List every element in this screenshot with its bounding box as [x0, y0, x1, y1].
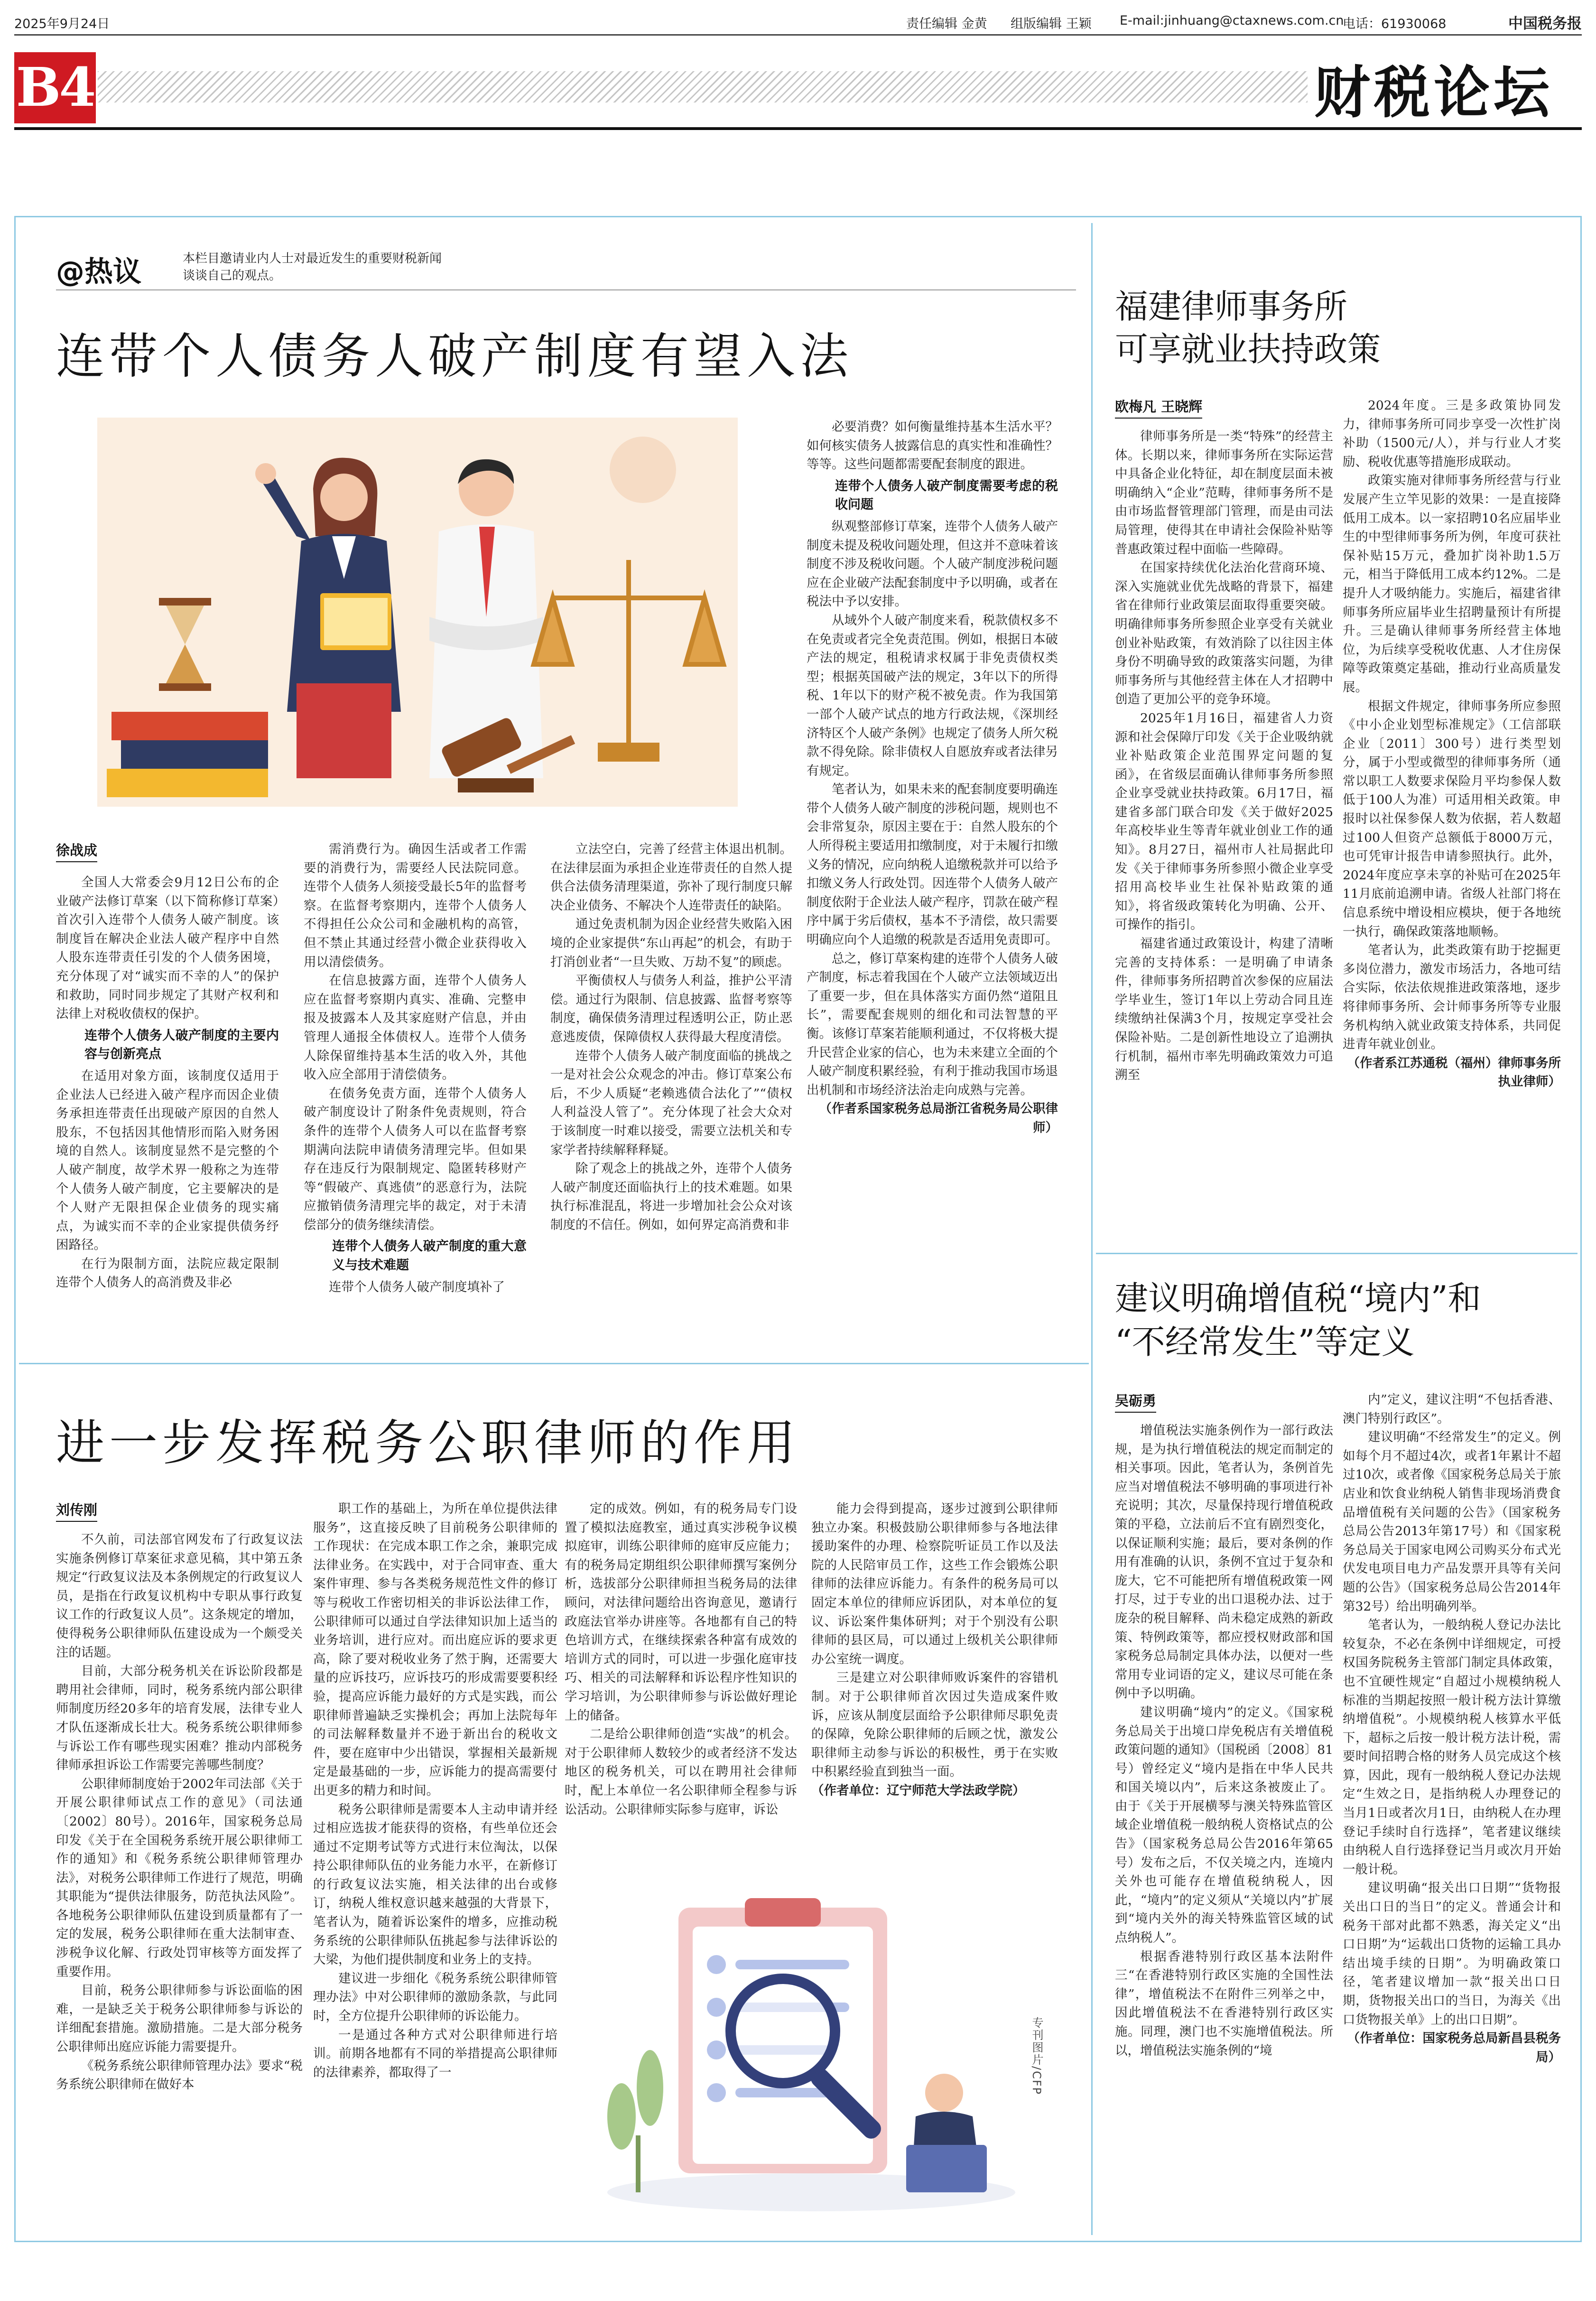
column-divider: [1091, 223, 1093, 2235]
article2-col4: [811, 1500, 1058, 1879]
page-header: [14, 7, 1582, 34]
author-note: （作者系国家税务总局浙江省税务局公职律师）: [819, 1101, 1058, 1135]
subheading: 连带个人债务人破产制度的主要内容与创新亮点: [84, 1028, 279, 1062]
article2-author: 刘传刚: [56, 1500, 97, 1522]
article4-col2: [1343, 1390, 1561, 2223]
paragraph: 三是建立对公职律师败诉案件的容错机制。对于公职律师首次因过失造成案件败诉，应该从制度层面给予公职律师尽职免责的保障，免除公职律师的后顾之忧，激发公职律师主动参与诉讼的积极性，勇于在实败中积累经验直到独当一面。: [811, 1670, 1058, 1779]
article3-title-line2: 可享就业扶持政策: [1115, 330, 1381, 369]
paragraph: 2025年1月16日，福建省人力资源和社会保障厅印发《关于企业吸纳就业补贴政策企业范围界定问题的复函》，在省级层面确认律师事务所参照企业享受就业扶持政策。6月17日，福建省多部门联合印发《关于做好2025年高校毕业生等青年就业创业工作的通知》。8月27日，福州市人社局据此印发《关于律师事务所参照小微企业享受招用高校毕业生社保补贴政策的通知》，将省级政策转化为明确、公开、可操作的指引。: [1115, 710, 1333, 932]
author-note: （作者单位：辽宁师范大学法政学院）: [811, 1783, 1025, 1798]
paragraph: 在国家持续优化法治化营商环境、深入实施就业优先战略的背景下，福建省在律师行业政策层面取得重要突破。明确律师事务所参照企业享受有关就业创业补贴政策，有效消除了以往因主体身份不明确导致的政策落实问题，为律师事务所与其他经营主体在人才招聘中创造了更加公平的竞争环境。: [1115, 560, 1333, 707]
paragraph: 笔者认为，一般纳税人登记办法比较复杂，不必在条例中详细规定，可授权国务院税务主管部门制定具体政策，也不宜硬性规定“自超过小规模纳税人标准的当期起按照一般计税方法计算缴纳增值税”。小规模纳税人核算水平低下，超标之后按一般计税方法计税，需要时间招聘合格的财务人员完成这个核算，因此，现有一般纳税人登记办法规定“生效之日，是指纳税人办理登记的当月1日或者次月1日，由纳税人在办理登记手续时自行选择”，笔者建议继续由纳税人自行选择登记当月或次月开始一般计税。: [1343, 1618, 1561, 1877]
paragraph: 政策实施对律师事务所经营与行业发展产生立竿见影的效果：一是直接降低用工成本。以一家招聘10名应届毕业生的中型律师事务所为例，年度可获社保补贴15万元，叠加扩岗补助1.5万元，相当于降低用工成本约12%。二是提升人才吸纳能力。实施后，福建省律师事务所应届毕业生招聘量预计有所提升。三是确认律师事务所经营主体地位，为后续享受税收优惠、人才住房保障等政策奠定基础，推动行业高质量发展。: [1343, 473, 1561, 695]
paragraph: 平衡债权人与债务人利益，推护公平清偿。通过行为限制、信息披露、监督考察等制度，确保债务清理过程透明公正，防止恶意逃废债，保障债权人获得最大程度清偿。: [550, 973, 792, 1044]
paragraph: 笔者认为，此类政策有助于挖掘更多岗位潜力，激发市场活力，各地可结合实际，依法依规推进政策落地，逐步将律师事务所、会计师事务所等专业服务机构纳入就业政策支持体系，共同促进青年就业创业。: [1343, 943, 1561, 1052]
layout-editor: 组版编辑 王颖: [1011, 17, 1092, 31]
paragraph: 在债务免责方面，连带个人债务人破产制度设计了附条件免责规则，符合条件的连带个人债务人可以在监督考察期满向法院申请债务清理完毕。但如果存在违反行为限制规定、隐匿转移财产等“假破产、真逃债”的恶意行为，法院应撤销债务清理完毕的裁定，对于未清偿部分的债务继续清偿。: [304, 1086, 527, 1232]
paragraph: 总之，修订草案构建的连带个人债务人破产制度，标志着我国在个人破产立法领域迈出了重要一步，但在具体落实方面仍然“道阻且长”，需要配套规则的细化和司法智慧的平衡。该修订草案若能顺利通过，不仅将极大提升民营企业家的信心，也为未来建立全面的个人破产制度积累经验，有利于推动我国市场退出机制和市场经济法治走向成熟与完善。: [807, 951, 1058, 1098]
paragraph: 税务公职律师是需要本人主动申请并经过相应选拔才能获得的资格，有些单位还会通过不定期考试等方式进行末位淘汰，以保持公职律师队伍的业务能力水平，在新修订的行政复议法实施，相关法律的出台或修订，纳税人维权意识越来越强的大背景下，笔者认为，随着诉讼案件的增多，应推动税务系统的公职律师队伍挑起参与法律诉讼的大梁，为他们提供制度和业务上的支持。: [313, 1802, 557, 1967]
paragraph: 2024年度。三是多政策协同发力，律师事务所可同步享受一次性扩岗补助（1500元/人），并与行业人才奖励、税收优惠等措施形成联动。: [1343, 398, 1561, 469]
article3-col1: [1115, 427, 1333, 1234]
section-title: 财税论坛: [1314, 59, 1553, 125]
article3-col2: [1343, 396, 1561, 1236]
book-stack: [107, 712, 268, 797]
author-note: （作者单位：国家税务总局新昌县税务局）: [1347, 2031, 1561, 2065]
plant: [607, 2050, 663, 2192]
article3-author: 欧梅凡 王晓辉: [1115, 396, 1202, 419]
paragraph: 需消费行为。确因生活或者工作需要的消费行为，需要经人民法院同意。连带个人债务人须接受最长5年的监督考察。在监督考察期内，连带个人债务人不得担任公众公司和金融机构的高管，但不禁止其通过经营小微企业获得收入用以清偿债务。: [304, 842, 527, 969]
article1-col2: [304, 840, 527, 1352]
hot-topic-tag: @热议: [56, 255, 141, 289]
paragraph: 连带个人债务人破产制度面临的挑战之一是对社会公众观念的冲击。修订草案公布后，不少人质疑“老赖逃债合法化了”“债权人利益没人管了”。充分体现了社会大众对于该制度一时难以接受，需要立法机关和专家学者持续解释释疑。: [550, 1048, 792, 1157]
document-review-illustration: [565, 1889, 1058, 2221]
paragraph: 增值税法实施条例作为一部行政法规，是为执行增值税法的规定而制定的相关事项。因此，笔者认为，条例首先应当对增值税法不够明确的事项进行补充说明；其次，尽量保持现行增值税政策的平稳，立法前后不宜有剧烈变化，以保证顺利实施；最后，要对条例的作用有准确的认识，条例不宜过于复杂和庞大，它不可能把所有增值税政策一网打尽，过于专业的出口退税办法、过于庞杂的税目解释、尚未稳定成熟的新政策、特例政策等，都应授权财政部和国家税务总局制定具体办法，以便对一些常用专业词语的定义，建议尽可能在条例中予以明确。: [1115, 1423, 1333, 1701]
editor-email: E-mail:jinhuang@ctaxnews.com.cn: [1120, 13, 1344, 28]
paragraph: 笔者认为，如果未来的配套制度要明确连带个人债务人破产制度的涉税问题，规则也不会非常复杂，原因主要在于：自然人股东的个人所得税主要适用扣缴制度，对于未履行扣缴义务的情况，应向纳税人追缴税款并可以给予扣缴义务人行政处罚。因连带个人债务人破产制度依附于企业法人破产程序，罚款在破产程序中属于劣后债权，基本不予清偿，故只需要明确应向个人追缴的税款是否适用免责即可。: [807, 782, 1058, 948]
article1-col1: [56, 873, 279, 1348]
paragraph: 建议明确“不经常发生”的定义。例如每个月不超过4次，或者1年累计不超过10次，或者像《国家税务总局关于旅店业和饮食业纳税人销售非现场消费食品增值税有关问题的公告》（国家税务总局公告2013年第17号）和《国家税务总局关于国家电网公司购买分布式光伏发电项目电力产品发票开具等有关问题的公告》（国家税务总局公告2014年第32号）给出明确列举。: [1343, 1430, 1561, 1614]
subheading: 连带个人债务人破产制度的重大意义与技术难题: [332, 1239, 527, 1273]
paragraph: 在信息披露方面，连带个人债务人应在监督考察期内真实、准确、完整申报及披露本人及其家庭财产信息，并由管理人通报全体债权人。连带个人债务人除保留维持基本生活的收入外，其他收入应全部用于清偿债务。: [304, 973, 527, 1082]
paragraph: 必要消费？如何衡量维持基本生活水平？如何核实债务人披露信息的真实性和准确性？等等。这些问题都需要配套制度的跟进。: [807, 419, 1058, 472]
paragraph: 律师事务所是一类“特殊”的经营主体。长期以来，律师事务所在实际运营中具备企业化特征，却在制度层面未被明确纳入“企业”范畴，律师事务所不是由市场监督管理部门管理，而是由司法局管理，使得其在申请社会保险补贴等普惠政策过程中面临一些障碍。: [1115, 429, 1333, 557]
paragraph: 建议明确“境内”的定义。《国家税务总局关于出境口岸免税店有关增值税政策问题的通知》（国税函〔2008〕81号）曾经定义“境内是指在中华人民共和国关境以内”，后来这条被废止了。由于《关于开展横琴与澳关特殊监管区域企业增值税一般纳税人资格试点的公告》（国家税务总局公告2016年第65号）发布之后，不仅关境之内，连境内关外也可能存在增值税纳税人，因此，“境内”的定义须从“关境以内”扩展到“境内关外的海关特殊监管区域的试点纳税人”。: [1115, 1705, 1333, 1946]
editor-phone: 电话：61930068: [1343, 17, 1447, 31]
article1-author: 徐战成: [56, 840, 97, 862]
paragraph: 在行为限制方面，法院应裁定限制连带个人债务人的高消费及非必: [56, 1256, 279, 1290]
hatched-band: [98, 71, 1308, 102]
paragraph: 建议进一步细化《税务系统公职律师管理办法》中对公职律师的激励条款，与此同时，全方位提升公职律师的诉讼能力。: [313, 1971, 557, 2024]
article4-author: 吴砺勇: [1115, 1390, 1156, 1413]
section-rule: [14, 127, 1582, 130]
hot-topic-rule: [56, 289, 1076, 290]
page-number-badge: B4: [14, 52, 96, 123]
paragraph: 公职律师制度始于2002年司法部《关于开展公职律师试点工作的意见》（司法通〔2002〕80号）。2016年，国家税务总局印发《关于在全国税务系统开展公职律师工作的通知》和《税务系统公职律师管理办法》，对税务公职律师工作进行了规范，明确其职能为“提供法律服务，防范执法风险”。各地税务公职律师队伍建设到质量都有了一定的发展，税务公职律师在重大法制审查、涉税争议化解、行政处罚审核等方面发挥了重要作用。: [56, 1776, 303, 1979]
article2-col1: [56, 1530, 303, 2223]
article1-title: 连带个人债务人破产制度有望入法: [56, 328, 853, 385]
image-credit: 专刊图片/CFP: [1030, 2017, 1043, 2096]
hot-topic-description: 本栏目邀请业内人士对最近发生的重要财税新闻谈谈自己的观点。: [183, 252, 442, 283]
paragraph: 能力会得到提高，逐步过渡到公职律师独立办案。积极鼓励公职律师参与各地法律援助案件的办理、检察院听证员工作以及法院的人民陪审员工作，这些工作会锻炼公职律师的法律应诉能力。有条件的税务局可以固定本单位的律师应诉团队，对本单位的复议、诉讼案件集体研判；对于个别没有公职律师的县区局，可以通过上级机关公职律师办公室统一调度。: [811, 1501, 1058, 1667]
paragraph: 建议明确“报关出口日期”“货物报关出口日的当日”的定义。普通会计和税务干部对此都不熟悉，海关定义“出口日期”为“运载出口货物的运输工具办结出境手续的日期”。为明确政策口径，笔者建议增加一款“报关出口日期，货物报关出口的当日，为海关《出口货物报关单》上的出口日期”。: [1343, 1881, 1561, 2027]
person-with-laptop: [906, 2074, 987, 2192]
paragraph: 在适用对象方面，该制度仅适用于企业法人已经进入破产程序而因企业债务承担连带责任出现破产原因的自然人股东，不包括因其他情形而陷入财务困境的自然人。该制度显然不是完整的个人破产制度，故学术界一般称之为连带个人债务人破产制度，它主要解决的是个人财产无限担保企业债务的现实痛点，为诚实而不幸的企业家提供债务纾困路径。: [56, 1068, 279, 1253]
paragraph: 福建省通过政策设计，构建了清晰完善的支持体系：一是明确了申请条件，律师事务所招聘首次参保的应届法学毕业生，签订1年以上劳动合同且连续缴纳社保满3个月，按规定享受社会保险补贴。二是创新性地设立了追溯执行机制，福州市率先明确政策效力可追溯至: [1115, 936, 1333, 1083]
article1-col3: [550, 840, 792, 1352]
subheading: 连带个人债务人破产制度需要考虑的税收问题: [835, 478, 1058, 512]
article2-title: 进一步发挥税务公职律师的作用: [56, 1415, 800, 1472]
paragraph: 内”定义，建议注明“不包括香港、澳门特别行政区”。: [1343, 1392, 1561, 1426]
article2-col3: [565, 1500, 797, 1879]
paragraph: 通过免责机制为因企业经营失败陷入困境的企业家提供“东山再起”的机会，有助于打消创业者“一旦失败、万劫不复”的顾虑。: [550, 917, 792, 969]
article-divider-left: [19, 1363, 1089, 1364]
article1-col4: [807, 418, 1058, 1352]
paragraph: 不久前，司法部官网发布了行政复议法实施条例修订草案征求意见稿，其中第五条规定“行政复议法及本条例规定的行政复议人员，是指在行政复议机构中专职从事行政复议工作的行政复议人员”。这条规定的增加，使得税务公职律师队伍建设成为一个颇受关注的话题。: [56, 1532, 303, 1660]
paragraph: 纵观整部修订草案，连带个人债务人破产制度未提及税收问题处理，但这并不意味着该制度不涉及税收问题。个人破产制度涉税问题应在企业破产法配套制度中予以明确，或者在税法中予以安排。: [807, 519, 1058, 609]
paragraph: 全国人大常委会9月12日公布的企业破产法修订草案（以下简称修订草案）首次引入连带个人债务人破产制度。该制度旨在解决企业法人破产程序中自然人股东连带责任引发的个人债务困境，充分体现了对“诚实而不幸的人”的保护和救助，同时同步规定了其财产权利和法律上对税收债权的保护。: [56, 875, 279, 1022]
issue-date: 2025年9月24日: [14, 17, 110, 31]
paragraph: 目前，税务公职律师参与诉讼面临的困难，一是缺乏关于税务公职律师参与诉讼的详细配套措施。激励措施。二是大部分税务公职律师出庭应诉能力需要提升。: [56, 1983, 303, 2055]
paragraph: 从域外个人破产制度来看，税款债权多不在免责或者完全免责范围。例如，根据日本破产法的规定，租税请求权属于非免责债权类型；根据英国破产法的规定，3年以下的所得税、1年以下的财产税不被免责。作为我国第一部个人破产试点的地方行政法规，《深圳经济特区个人破产条例》也规定了债务人所欠税款不得免除。除非债权人自愿放弃或者法律另有规定。: [807, 613, 1058, 778]
paragraph: 除了观念上的挑战之外，连带个人债务人破产制度还面临执行上的技术难题。如果执行标准混乱，将进一步增加社会公众对该制度的不信任。例如，如何界定高消费和非: [550, 1161, 792, 1232]
article3-title-line1: 福建律师事务所: [1115, 287, 1347, 326]
article4-col1: [1115, 1421, 1333, 2223]
header-rule: [14, 34, 1582, 36]
article2-col2: [313, 1500, 557, 2223]
paragraph: 二是给公职律师创造“实战”的机会。对于公职律师人数较少的或者经济不发达地区的税务机关，可以在聘用社会律师时，配上本单位一名公职律师全程参与诉讼活动。公职律师实际参与庭审，诉讼: [565, 1727, 797, 1817]
article4-title-line1: 建议明确增值税“境内”和: [1115, 1279, 1481, 1318]
article4-title-line2: “不经常发生”等定义: [1115, 1323, 1415, 1361]
paragraph: 根据文件规定，律师事务所应参照《中小企业划型标准规定》（工信部联企业〔2011〕300号）进行类型划分，属于小型或微型的律师事务所（通常以职工人数要求保险月平均参保人数低于100人为准）可适用相关政策。申报时以社保参保人数为依据，若人数超过100人但资产总额低于8000万元，也可凭审计报告申请参照执行。此外，2024年度应享未享的补贴可在2025年11月底前追溯申请。省级人社部门将在信息系统中增设相应模块，便于各地统一执行，确保政策落地顺畅。: [1343, 699, 1561, 939]
article1-illustration: [97, 418, 738, 807]
paragraph: 根据香港特别行政区基本法附件三“在香港特别行政区实施的全国性法律”，增值税法不在附件三列举之中，因此增值税法不在香港特别行政区实施。同理，澳门也不实施增值税法。所以，增值税法实施条例的“境: [1115, 1949, 1333, 2058]
paragraph: 《税务系统公职律师管理办法》要求“税务系统公职律师在做好本: [56, 2058, 303, 2092]
article-divider-right: [1096, 1253, 1577, 1254]
newspaper-brand: 中国税务报: [1508, 15, 1582, 32]
paragraph: 一是通过各种方式对公职律师进行培训。前期各地都有不同的举措提高公职律师的法律素养，都取得了一: [313, 2027, 557, 2080]
paragraph: 目前，大部分税务机关在诉讼阶段都是聘用社会律师，同时，税务系统内部公职律师制度历经20多年的培育发展，法律专业人才队伍逐渐成长壮大。税务系统公职律师参与诉讼工作有哪些现实困难？推动内部税务律师承担诉讼工作需要完善哪些制度？: [56, 1664, 303, 1773]
lawyers-illustration: [97, 418, 738, 807]
paragraph: 连带个人债务人破产制度填补了: [329, 1279, 505, 1295]
article2-illustration: [565, 1889, 1058, 2221]
paragraph: 立法空白，完善了经营主体退出机制。在法律层面为承担企业连带责任的自然人提供合法债务清理渠道，弥补了现行制度只解决企业债务、不解决个人连带责任的缺陷。: [550, 842, 792, 913]
paragraph: 职工作的基础上，为所在单位提供法律服务”，这直接反映了目前税务公职律师的工作现状：在完成本职工作之余，兼职完成法律业务。在实践中，对于合同审查、重大案件审理、参与各类税务规范性文件的修订等与税收工作密切相关的非诉讼法律工作，公职律师可以通过自学法律知识加上适当的业务培训，进行应对。而出庭应诉的要求更高，除了要对税收业务了然于胸，还需要大量的应诉技巧，应诉技巧的形成需要要积经验，提高应诉能力最好的方式是实践，而公职律师普遍缺乏实操机会；再加上法院每年的司法解释数量并不逊于新出台的税收文件，要在庭审中少出错误，掌握相关最新规定是最基础的一步，应诉能力的提高需要付出更多的精力和时间。: [313, 1501, 557, 1798]
author-note: （作者系江苏通税（福州）律师事务所执业律师）: [1347, 1055, 1561, 1090]
responsible-editor: 责任编辑 金黄: [906, 17, 987, 31]
paragraph: 定的成效。例如，有的税务局专门设置了模拟法庭教室，通过真实涉税争议模拟庭审，训练公职律师的庭审反应能力；有的税务局定期组织公职律师撰写案例分析，选拔部分公职律师担当税务局的法律顾问，对法律问题给出咨询意见，邀请行政庭法官举办讲座等。各地都有自己的特色培训方式，在继续探索各种富有成效的培训方式的同时，可以进一步强化庭审技巧、相关的司法解释和诉讼程序性知识的学习培训，为公职律师参与诉讼做好理论上的储备。: [565, 1501, 797, 1723]
